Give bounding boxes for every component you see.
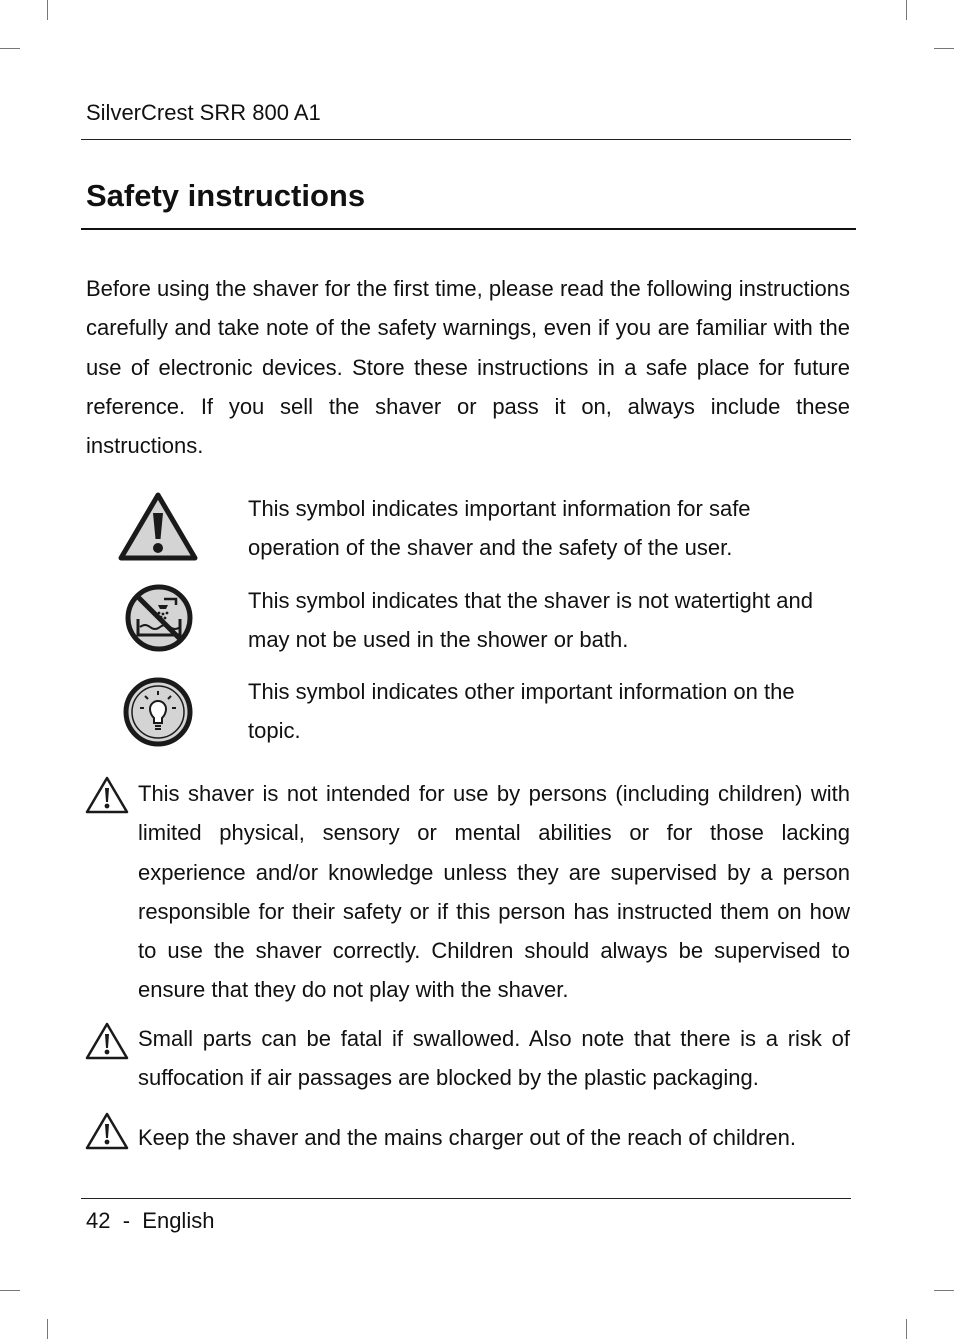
page-footer	[86, 1208, 214, 1234]
symbol-description: This symbol indicates other important information on the topic.	[248, 679, 795, 744]
crop-mark	[0, 1290, 20, 1291]
running-header: SilverCrest SRR 800 A1	[86, 100, 321, 125]
warning-paragraph: Keep the shaver and the mains charger out of the reach of children.	[138, 1125, 796, 1150]
crop-mark	[906, 0, 907, 20]
symbol-description: This symbol indicates that the shaver is not watertight and may not be used in the shower or bath.	[248, 588, 813, 653]
title-rule	[81, 228, 856, 230]
warning-triangle-icon	[117, 491, 199, 563]
crop-mark	[47, 1319, 48, 1339]
crop-mark	[934, 48, 954, 49]
crop-mark	[0, 48, 20, 49]
warning-triangle-icon	[84, 775, 130, 815]
warning-triangle-icon	[84, 1021, 130, 1061]
warning-paragraph: Small parts can be fatal if swallowed. Also note that there is a risk of suffocation if air passages are blocked by the plastic packaging.	[138, 1026, 850, 1091]
header-rule	[81, 139, 851, 140]
page-number: 42	[86, 1208, 111, 1233]
lightbulb-info-icon	[122, 676, 194, 748]
footer-separator: -	[122, 1208, 131, 1233]
page-title: Safety instructions	[86, 178, 366, 213]
crop-mark	[47, 0, 48, 20]
footer-language: English	[142, 1208, 215, 1233]
crop-mark	[934, 1290, 954, 1291]
crop-mark	[906, 1319, 907, 1339]
not-waterproof-icon	[124, 583, 194, 653]
symbol-description: This symbol indicates important information for safe operation of the shaver and the safety of the user.	[248, 496, 751, 561]
footer-rule	[81, 1198, 851, 1199]
intro-paragraph: Before using the shaver for the first time, please read the following instructions carefully and take note of the safety warnings, even if you are familiar with the use of electronic devices. Store these instructions in a safe place for future reference. If you sell the shaver or pass it on, always include these instructions.	[86, 276, 850, 459]
warning-triangle-icon	[84, 1111, 130, 1151]
warning-paragraph: This shaver is not intended for use by persons (including children) with limited physical, sensory or mental abilities or for those lacking experience and/or knowledge unless they are supervised by a person responsible for their safety or if this person has instructed them on how to use the shaver correctly. Children should always be supervised to ensure that they do not play with the shaver.	[138, 781, 850, 1003]
